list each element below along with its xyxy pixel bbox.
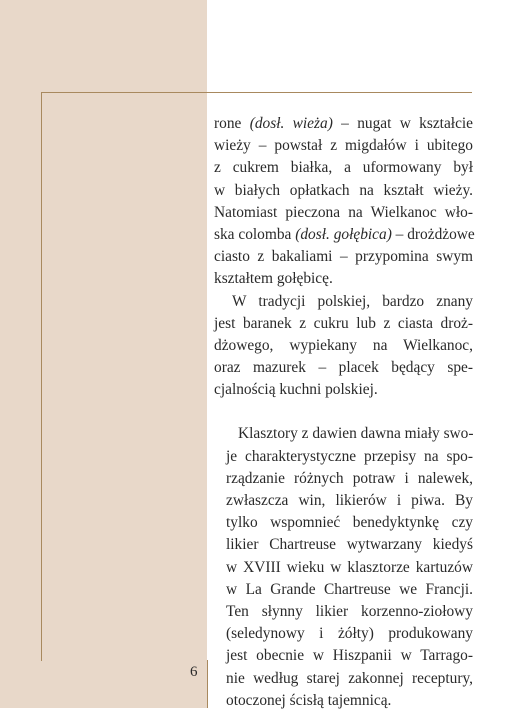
text-line: zwłaszcza win, likierów i piwa. By xyxy=(226,492,473,509)
text-line: cjalnością kuchni polskiej. xyxy=(214,381,378,399)
text-line: jest baranek z cukru lub z ciasta droż- xyxy=(214,314,473,332)
body-text xyxy=(214,113,473,712)
text-line: oraz mazurek – placek będący spe- xyxy=(214,359,473,377)
text-line: rządzanie różnych potraw i nalewek, xyxy=(226,469,473,487)
text-line: Klasztory z dawien dawna miały swo- xyxy=(238,425,474,443)
paragraph-1 xyxy=(214,113,473,291)
text-line: w białych opłatkach na kształt wieży. xyxy=(214,181,473,199)
text-line: Natomiast pieczona na Wielkanoc wło- xyxy=(214,203,473,221)
text-line: W tradycji polskiej, bardzo znany xyxy=(232,292,473,310)
text-line: wieży – powstał z migdałów i ubitego xyxy=(214,137,473,155)
text-line: kształtem gołębicę. xyxy=(214,270,333,288)
text-line: (seledynowy i żółty) produkowany xyxy=(226,625,473,643)
text-line: ska colomba (dosł. gołębica) – drożdżowe xyxy=(214,225,475,243)
paragraph-2 xyxy=(214,291,473,402)
text-line: nie według starej zakonnej receptury, xyxy=(226,669,473,687)
footer-divider xyxy=(207,660,208,708)
text-line: z cukrem białka, a uformowany był xyxy=(214,159,473,177)
paragraph-3 xyxy=(214,423,473,711)
text-line: w XVIII wieku w klasztorze kartuzów xyxy=(226,558,473,576)
text-line: Ten słynny likier korzenno-ziołowy xyxy=(226,602,473,620)
text-line: dżowego, wypiekany na Wielkanoc, xyxy=(214,336,473,354)
text-line: ciasto z bakaliami – przypomina swym xyxy=(214,248,473,266)
text-line: otoczonej ścisłą tajemnicą. xyxy=(226,691,392,709)
text-line: rone (dosł. wieża) – nugat w kształcie xyxy=(214,115,474,132)
text-line: tylko wspomnieć benedyktynkę czy xyxy=(226,514,473,532)
text-line: je charakterystyczne przepisy na spo- xyxy=(226,447,473,465)
text-line: jest obecnie w Hiszpanii w Tarrago- xyxy=(226,647,473,665)
text-line: likier Chartreuse wytwarzany kiedyś xyxy=(226,536,473,554)
text-line: w La Grande Chartreuse we Francji. xyxy=(226,580,473,598)
page-number: 6 xyxy=(190,664,198,680)
